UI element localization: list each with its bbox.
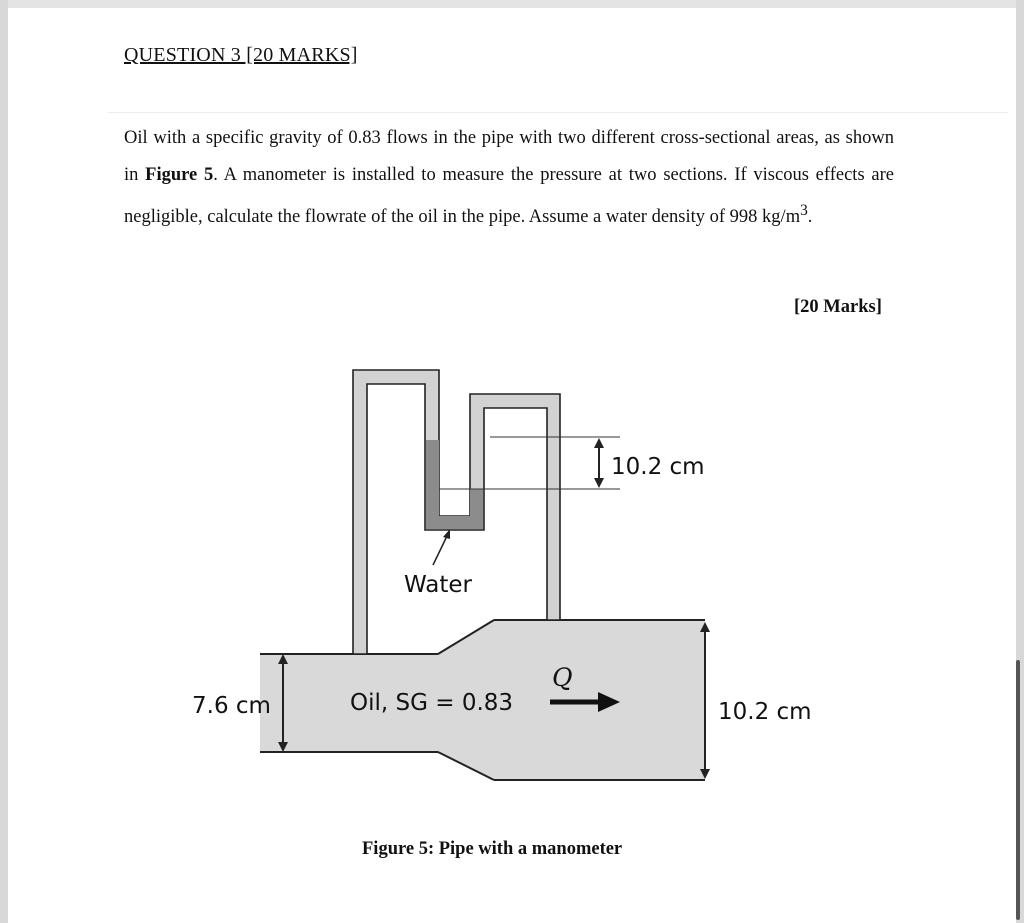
- small-diameter-label: 7.6 cm: [192, 693, 271, 719]
- question-text-end: .: [807, 207, 813, 228]
- water-label: Water: [404, 572, 472, 598]
- oil-label: Oil, SG = 0.83: [350, 690, 514, 716]
- question-title: QUESTION 3 [20 MARKS]: [124, 44, 358, 66]
- large-diameter-label: 10.2 cm: [718, 699, 812, 725]
- figure-caption: Figure 5: Pipe with a manometer: [362, 839, 623, 859]
- manometer-arrow-up: [594, 438, 604, 448]
- question-text-part-2: . A manometer is installed to measure the pressure at two sections. If viscous effects are negligible, calculate the flowrate of the oil in the pipe. Assume a water density of 998 kg/m: [124, 164, 894, 228]
- manometer-arrow-down: [594, 478, 604, 488]
- question-text-part-1: Oil with a specific gravity of 0.83 flows in the pipe with two different cross-sectional areas, as shown in: [124, 128, 894, 185]
- manometer-height-label: 10.2 cm: [611, 454, 705, 480]
- superscript-3: 3: [800, 202, 808, 219]
- marks-label: [20 Marks]: [794, 297, 882, 317]
- figure-reference: Figure 5: [145, 164, 214, 185]
- water-pointer-line: [433, 534, 448, 565]
- flow-rate-label: Q: [552, 663, 573, 692]
- manometer-tube: [353, 370, 560, 654]
